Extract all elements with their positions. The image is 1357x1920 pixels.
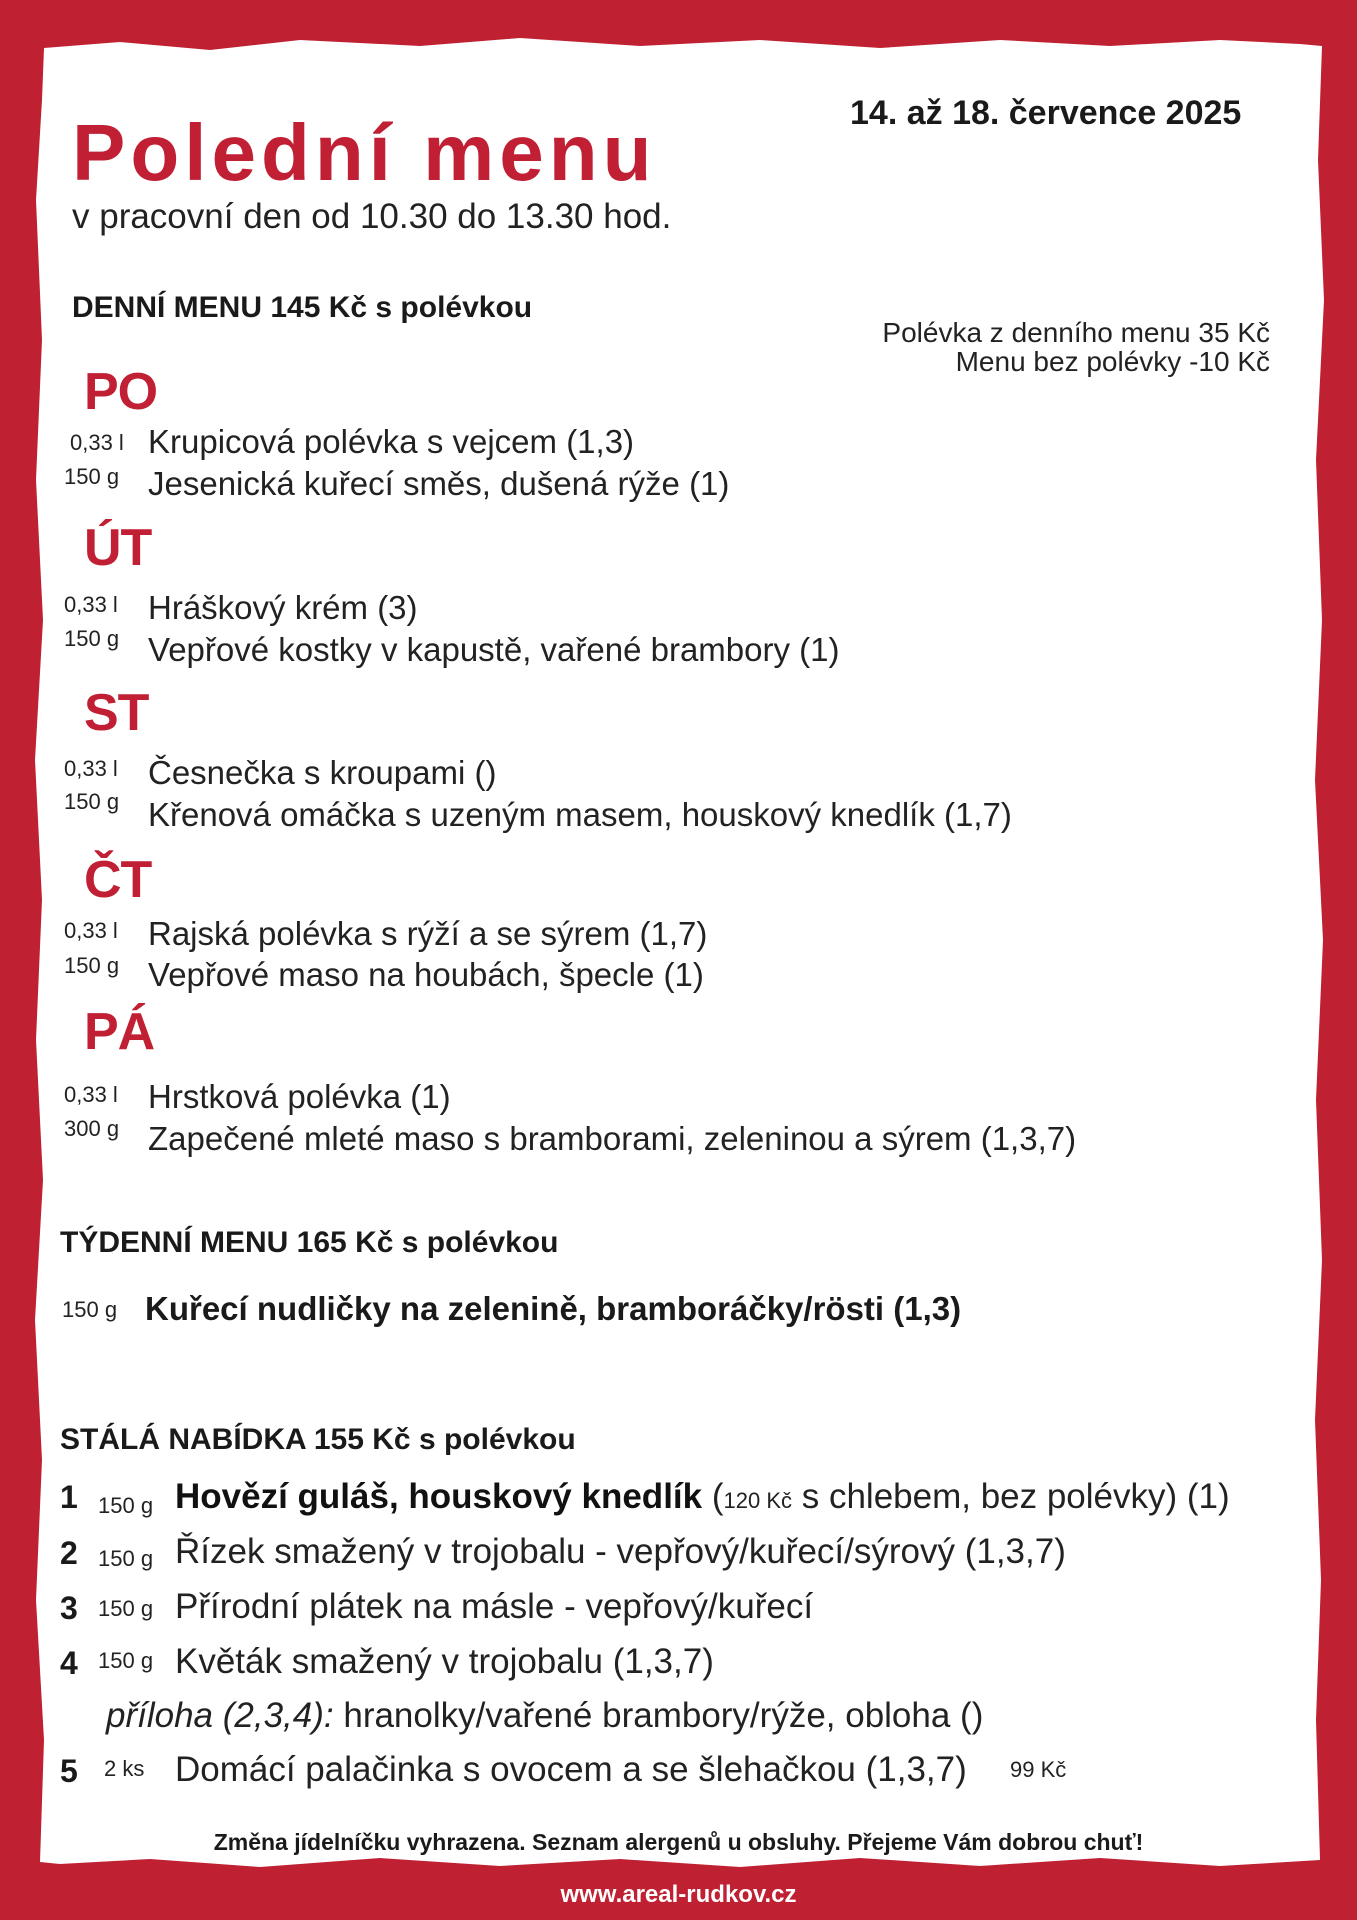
day-label-tuesday: ÚT bbox=[84, 519, 152, 577]
menu-date-range: 14. až 18. července 2025 bbox=[850, 94, 1242, 132]
main-dish: Křenová omáčka s uzeným masem, houskový knedlík (1,7) bbox=[148, 796, 1012, 833]
main-dish: Vepřové maso na houbách, špecle (1) bbox=[148, 956, 704, 993]
item-extra-price: 120 Kč bbox=[723, 1488, 792, 1513]
item-number: 3 bbox=[60, 1590, 78, 1626]
soup-quantity: 0,33 l bbox=[64, 918, 118, 943]
standing-item-4: Květák smažený v trojobalu (1,3,7) bbox=[175, 1642, 714, 1681]
daily-menu-heading: DENNÍ MENU 145 Kč s polévkou bbox=[72, 291, 533, 324]
soup-quantity: 0,33 l bbox=[64, 756, 118, 781]
main-quantity: 300 g bbox=[64, 1116, 120, 1141]
weekly-menu-heading: TÝDENNÍ MENU 165 Kč s polévkou bbox=[60, 1226, 559, 1259]
soup-dish: Hráškový krém (3) bbox=[148, 589, 418, 626]
item-number: 5 bbox=[60, 1753, 78, 1789]
day-label-wednesday: ST bbox=[84, 684, 149, 742]
opening-hours: v pracovní den od 10.30 do 13.30 hod. bbox=[72, 197, 672, 236]
standing-item-3: Přírodní plátek na másle - vepřový/kuřecí bbox=[175, 1587, 814, 1626]
soup-quantity: 0,33 l bbox=[70, 430, 124, 455]
main-dish: Jesenická kuřecí směs, dušená rýže (1) bbox=[148, 465, 730, 502]
item-quantity: 2 ks bbox=[104, 1756, 145, 1781]
soup-dish: Krupicová polévka s vejcem (1,3) bbox=[148, 423, 635, 460]
weekly-quantity: 150 g bbox=[62, 1297, 118, 1322]
standing-item-2: Řízek smažený v trojobalu - vepřový/kuřecí/sýrový (1,3,7) bbox=[175, 1532, 1066, 1571]
soup-dish: Rajská polévka s rýží a se sýrem (1,7) bbox=[148, 915, 708, 952]
standing-offer-heading: STÁLÁ NABÍDKA 155 Kč s polévkou bbox=[60, 1423, 576, 1456]
day-label-friday: PÁ bbox=[84, 1003, 155, 1061]
standing-item-1 bbox=[175, 1476, 1230, 1522]
item-number: 1 bbox=[60, 1479, 78, 1515]
website-link[interactable]: www.areal-rudkov.cz bbox=[560, 1881, 797, 1908]
day-label-monday: PO bbox=[84, 363, 158, 421]
page-title: Polední menu bbox=[72, 108, 657, 197]
item-quantity: 150 g bbox=[98, 1546, 154, 1571]
soup-dish: Hrstková polévka (1) bbox=[148, 1078, 451, 1115]
item-name: Hovězí guláš, houskový knedlík bbox=[175, 1477, 703, 1516]
no-soup-note: Menu bez polévky -10 Kč bbox=[955, 346, 1270, 377]
item-number: 4 bbox=[60, 1645, 78, 1681]
item-extra-text: s chlebem, bez polévky) (1) bbox=[792, 1477, 1230, 1516]
side-dish-text: hranolky/vařené brambory/rýže, obloha () bbox=[333, 1696, 984, 1735]
standing-item-5: Domácí palačinka s ovocem a se šlehačkou (1,3,7) bbox=[175, 1750, 967, 1789]
soup-price-note: Polévka z denního menu 35 Kč bbox=[882, 317, 1270, 348]
main-quantity: 150 g bbox=[64, 953, 120, 978]
main-quantity: 150 g bbox=[64, 789, 120, 814]
soup-quantity: 0,33 l bbox=[64, 592, 118, 617]
item-number: 2 bbox=[60, 1535, 78, 1571]
footer-note: Změna jídelníčku vyhrazena. Seznam alergenů u obsluhy. Přejeme Vám dobrou chuť! bbox=[213, 1829, 1144, 1855]
weekly-dish: Kuřecí nudličky na zelenině, bramboráčky/rösti (1,3) bbox=[145, 1290, 962, 1327]
day-label-thursday: ČT bbox=[84, 851, 152, 909]
main-dish: Vepřové kostky v kapustě, vařené brambory (1) bbox=[148, 631, 840, 668]
item-extra-open: ( bbox=[711, 1477, 724, 1516]
soup-quantity: 0,33 l bbox=[64, 1082, 118, 1107]
main-quantity: 150 g bbox=[64, 464, 120, 489]
side-dish-line bbox=[106, 1695, 983, 1737]
side-dish-label: příloha (2,3,4): bbox=[106, 1696, 334, 1735]
item-quantity: 150 g bbox=[98, 1648, 154, 1673]
item-quantity: 150 g bbox=[98, 1493, 154, 1518]
main-quantity: 150 g bbox=[64, 626, 120, 651]
item-quantity: 150 g bbox=[98, 1596, 154, 1621]
soup-dish: Česnečka s kroupami () bbox=[148, 754, 497, 791]
item-price: 99 Kč bbox=[1010, 1757, 1067, 1782]
main-dish: Zapečené mleté maso s bramborami, zeleninou a sýrem (1,3,7) bbox=[148, 1120, 1077, 1157]
